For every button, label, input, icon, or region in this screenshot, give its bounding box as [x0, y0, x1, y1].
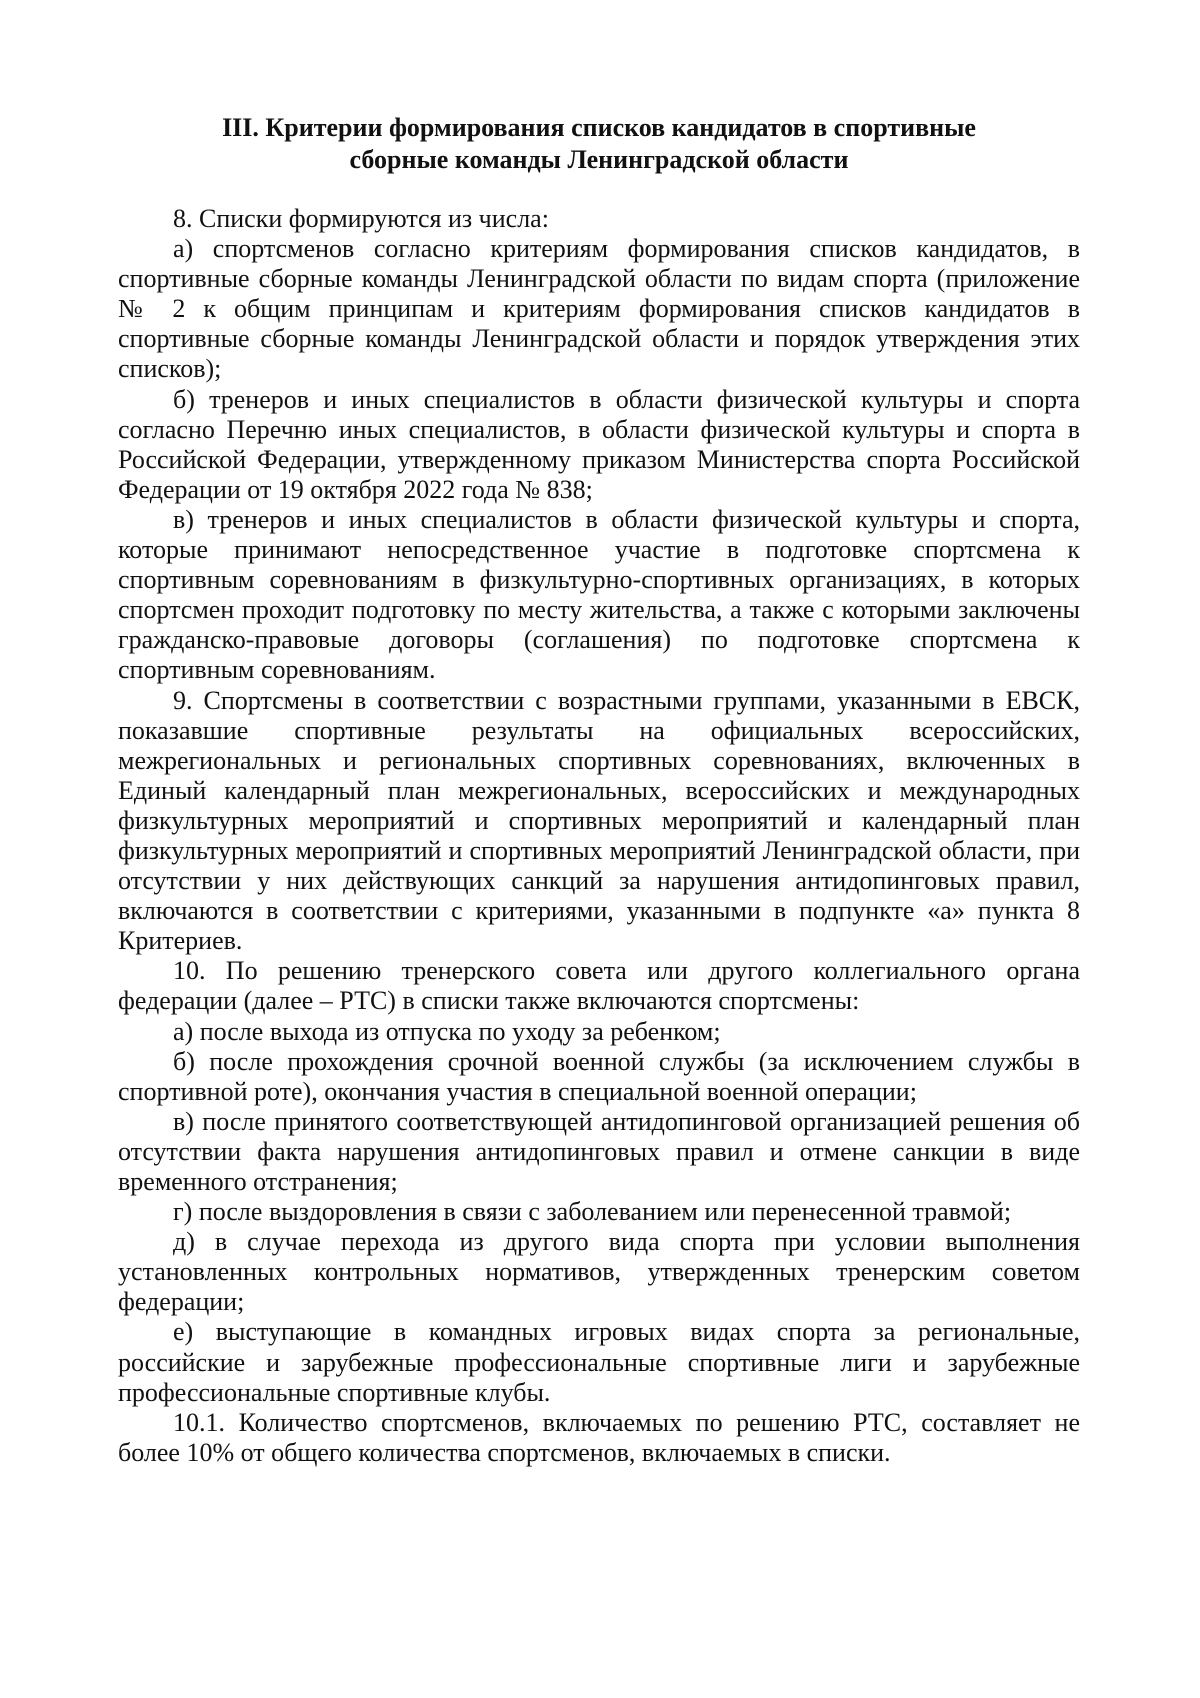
paragraph-8a: а) спортсменов согласно критериям формирования списков кандидатов, в спортивные сборные команды Ленинградской области по видам спорта (приложение № 2 к общим принципам и критериям формирования списков кандидатов в спортивные сборные команды Ленинградской области и порядок утверждения этих списков);	[118, 234, 1080, 384]
section-heading-line-2: сборные команды Ленинградской области	[349, 145, 849, 174]
paragraph-10g: г) после выздоровления в связи с заболеванием или перенесенной травмой;	[173, 1197, 1012, 1227]
paragraph-9: 9. Спортсмены в соответствии с возрастными группами, указанными в ЕВСК, показавшие спортивные результаты на официальных всероссийских, межрегиональных и региональных спортивных соревнованиях, включенных в Единый календарный план межрегиональных, всероссийских и международных физкультурных мероприятий и спортивных мероприятий и календарный план физкультурных мероприятий и спортивных мероприятий Ленинградской области, при отсутствии у них действующих санкций за нарушения антидопинговых правил, включаются в соответствии с критериями, указанными в подпункте «а» пункта 8 Критериев.	[118, 685, 1080, 956]
paragraph-8: 8. Списки формируются из числа:	[173, 204, 549, 233]
section-heading-line-1: III. Критерии формирования списков кандидатов в спортивные	[222, 113, 976, 142]
section-heading	[118, 112, 1080, 176]
paragraph-10d: д) в случае перехода из другого вида спорта при условии выполнения установленных контрольных нормативов, утвержденных тренерским советом федерации;	[118, 1227, 1080, 1317]
paragraph-10b: б) после прохождения срочной военной службы (за исключением службы в спортивной роте), окончания участия в специальной военной операции;	[118, 1046, 1080, 1106]
paragraph-8v: в) тренеров и иных специалистов в области физической культуры и спорта, которые принимают непосредственное участие в подготовке спортсмена к спортивным соревнованиям в физкультурно-спортивных организациях, в которых спортсмен проходит подготовку по месту жительства, а также с которыми заключены гражданско-правовые договоры (соглашения) по подготовке спортсмена к спортивным соревнованиям.	[118, 504, 1080, 685]
paragraph-10: 10. По решению тренерского совета или другого коллегиального органа федерации (далее – РТС) в списки также включаются спортсмены:	[118, 956, 1080, 1016]
paragraph-10a: а) после выхода из отпуска по уходу за ребенком;	[173, 1016, 721, 1046]
paragraph-8b: б) тренеров и иных специалистов в области физической культуры и спорта согласно Перечню иных специалистов, в области физической культуры и спорта в Российской Федерации, утвержденному приказом Министерства спорта Российской Федерации от 19 октября 2022 года № 838;	[118, 384, 1080, 504]
document-page	[118, 112, 1080, 1468]
paragraph-10-1: 10.1. Количество спортсменов, включаемых по решению РТС, составляет не более 10% от общего количества спортсменов, включаемых в списки.	[118, 1407, 1080, 1467]
paragraph-10e: е) выступающие в командных игровых видах спорта за региональные, российские и зарубежные профессиональные спортивные лиги и зарубежные профессиональные спортивные клубы.	[118, 1317, 1080, 1407]
paragraph-10v: в) после принятого соответствующей антидопинговой организацией решения об отсутствии факта нарушения антидопинговых правил и отмене санкции в виде временного отстранения;	[118, 1106, 1080, 1196]
